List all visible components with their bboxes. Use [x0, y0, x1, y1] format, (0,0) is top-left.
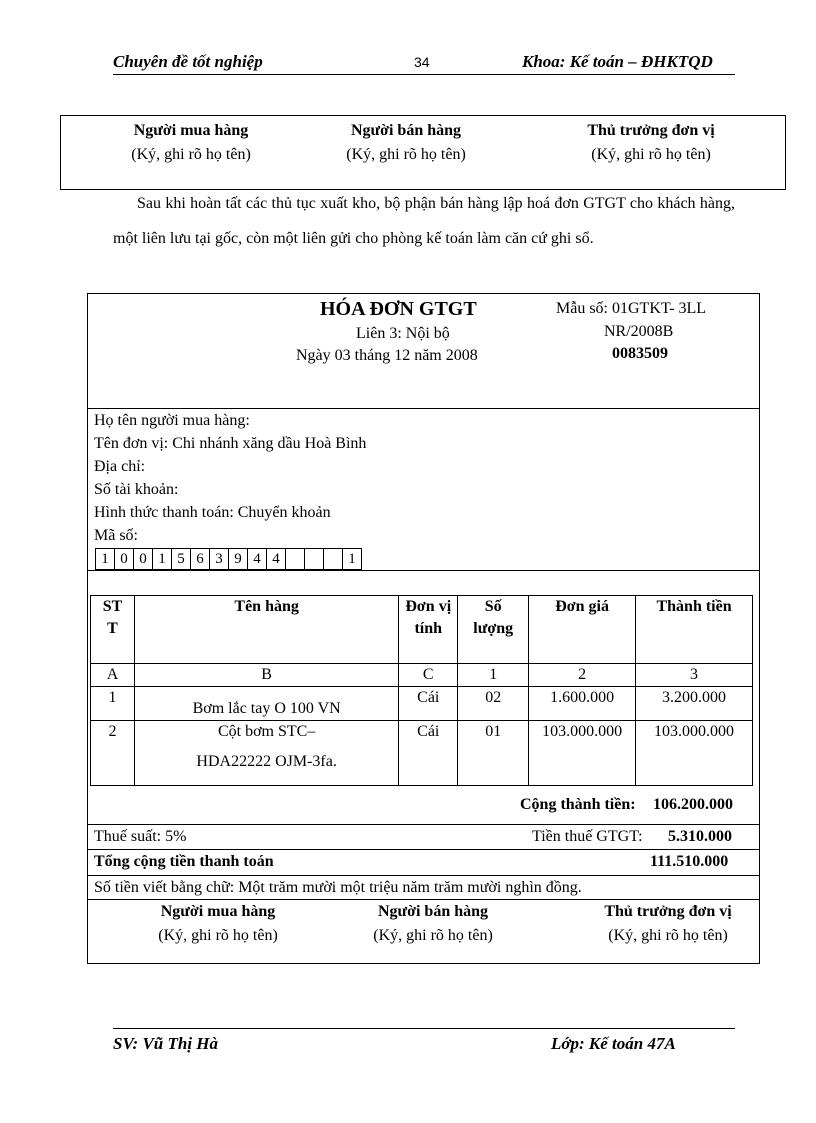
row-name: Cột bơm STC–	[217, 723, 316, 740]
signature-note: (Ký, ghi rõ họ tên)	[373, 927, 493, 944]
signature-title: Người bán hàng	[350, 122, 462, 139]
row-amount: 3.200.000	[636, 687, 753, 721]
tax-code-digit: 1	[152, 548, 172, 570]
signature-head	[551, 119, 751, 167]
tax-code-label: Mã số:	[94, 527, 138, 544]
code-cell: B	[134, 664, 398, 687]
col-qty: Số lượng	[458, 596, 529, 664]
row-price: 1.600.000	[529, 687, 636, 721]
signature-note: (Ký, ghi rõ họ tên)	[591, 146, 711, 163]
row-qty: 02	[458, 687, 529, 721]
buyer-address: Địa chỉ:	[94, 458, 146, 475]
footer-class: Lớp: Kế toán 47A	[551, 1034, 676, 1053]
code-cell: A	[91, 664, 135, 687]
total-label: Tổng cộng tiền thanh toán	[94, 853, 274, 870]
body-paragraph: Sau khi hoàn tất các thủ tục xuất kho, bộ phận bán hàng lập hoá đơn GTGT cho khách hàng, một liên lưu tại gốc, còn một liên gửi cho phòng kế toán làm căn cứ ghi sổ.	[113, 195, 735, 247]
tax-code-digit: 1	[342, 548, 362, 570]
signature-seller	[311, 119, 501, 167]
row-stt: 1	[91, 687, 135, 721]
tax-code-digit	[285, 548, 305, 570]
divider	[88, 875, 759, 876]
tax-code-digit: 4	[247, 548, 267, 570]
header-rule	[113, 74, 735, 75]
row-name-cell	[134, 721, 398, 786]
tax-code-digit: 3	[209, 548, 229, 570]
row-qty: 01	[458, 721, 529, 786]
col-price: Đơn giá	[529, 596, 636, 664]
invoice-date: Ngày 03 tháng 12 năm 2008	[296, 347, 478, 364]
tax-code-digit: 5	[171, 548, 191, 570]
tax-rate: Thuế suất: 5%	[94, 828, 187, 845]
code-cell: C	[399, 664, 458, 687]
tax-code-digit: 9	[228, 548, 248, 570]
tax-code-digit: 0	[114, 548, 134, 570]
signature-title: Người mua hàng	[160, 903, 276, 920]
tax-code-digit	[304, 548, 324, 570]
code-cell: 2	[529, 664, 636, 687]
signature-box-top	[60, 115, 786, 190]
invoice-number: 0083509	[612, 345, 668, 362]
row-stt: 2	[91, 721, 135, 786]
vat-label: Tiền thuế GTGT:	[532, 828, 643, 845]
table-code-row	[91, 664, 753, 687]
table-header-row	[91, 596, 753, 664]
page-number: 34	[414, 54, 430, 70]
row-name: Bơm lắc tay O 100 VN	[134, 687, 398, 721]
col-name: Tên hàng	[134, 596, 398, 664]
subtotal-value: 106.200.000	[653, 796, 733, 813]
signature-buyer	[101, 119, 281, 167]
payment-method: Hình thức thanh toán: Chuyển khoản	[94, 504, 331, 521]
signature-note: (Ký, ghi rõ họ tên)	[131, 146, 251, 163]
code-cell: 3	[636, 664, 753, 687]
signature-title: Thủ trưởng đơn vị	[604, 903, 732, 920]
table-row	[91, 721, 753, 786]
items-table	[90, 595, 753, 786]
code-cell: 1	[458, 664, 529, 687]
subtotal-label: Cộng thành tiền:	[520, 796, 636, 813]
divider	[88, 408, 759, 409]
invoice-form-number: Mẫu số: 01GTKT- 3LL	[556, 300, 707, 317]
total-value: 111.510.000	[650, 853, 729, 870]
divider	[88, 849, 759, 850]
buyer-account: Số tài khoản:	[94, 481, 179, 498]
buyer-unit: Tên đơn vị: Chi nhánh xăng dầu Hoà Bình	[94, 435, 367, 452]
invoice-series: NR/2008B	[604, 323, 674, 340]
col-unit: Đơn vị tính	[399, 596, 458, 664]
buyer-name-label: Họ tên người mua hàng:	[94, 412, 250, 429]
tax-code-digit	[323, 548, 343, 570]
invoice-signature-head	[583, 900, 753, 948]
col-stt: ST T	[91, 596, 135, 664]
divider	[88, 570, 759, 571]
table-row	[91, 687, 753, 721]
invoice-copy: Liên 3: Nội bộ	[356, 325, 450, 342]
signature-note: (Ký, ghi rõ họ tên)	[608, 927, 728, 944]
vat-value: 5.310.000	[668, 828, 732, 845]
tax-code-boxes	[96, 548, 362, 570]
tax-code-digit: 1	[95, 548, 115, 570]
header-right: Khoa: Kế toán – ĐHKTQD	[522, 52, 713, 71]
invoice	[87, 293, 760, 964]
signature-title: Thủ trưởng đơn vị	[587, 122, 715, 139]
signature-title: Người bán hàng	[377, 903, 489, 920]
row-unit: Cái	[399, 721, 458, 786]
footer-student: SV: Vũ Thị Hà	[113, 1034, 219, 1053]
tax-code-digit: 0	[133, 548, 153, 570]
header-left: Chuyên đề tốt nghiệp	[113, 52, 263, 71]
footer-rule	[113, 1028, 735, 1029]
row-amount: 103.000.000	[636, 721, 753, 786]
tax-code-digit: 6	[190, 548, 210, 570]
signature-note: (Ký, ghi rõ họ tên)	[346, 146, 466, 163]
invoice-signature-seller	[338, 900, 528, 948]
tax-code-digit: 4	[266, 548, 286, 570]
signature-title: Người mua hàng	[133, 122, 249, 139]
signature-note: (Ký, ghi rõ họ tên)	[158, 927, 278, 944]
amount-in-words: Số tiền viết bằng chữ: Một trăm mười một triệu năm trăm mười nghìn đồng.	[94, 879, 582, 896]
row-name-cont: HDA22222 OJM-3fa.	[196, 753, 337, 770]
invoice-title: HÓA ĐƠN GTGT	[320, 298, 477, 320]
col-amount: Thành tiền	[636, 596, 753, 664]
divider	[88, 824, 759, 825]
invoice-signature-buyer	[128, 900, 308, 948]
row-price: 103.000.000	[529, 721, 636, 786]
row-unit: Cái	[399, 687, 458, 721]
